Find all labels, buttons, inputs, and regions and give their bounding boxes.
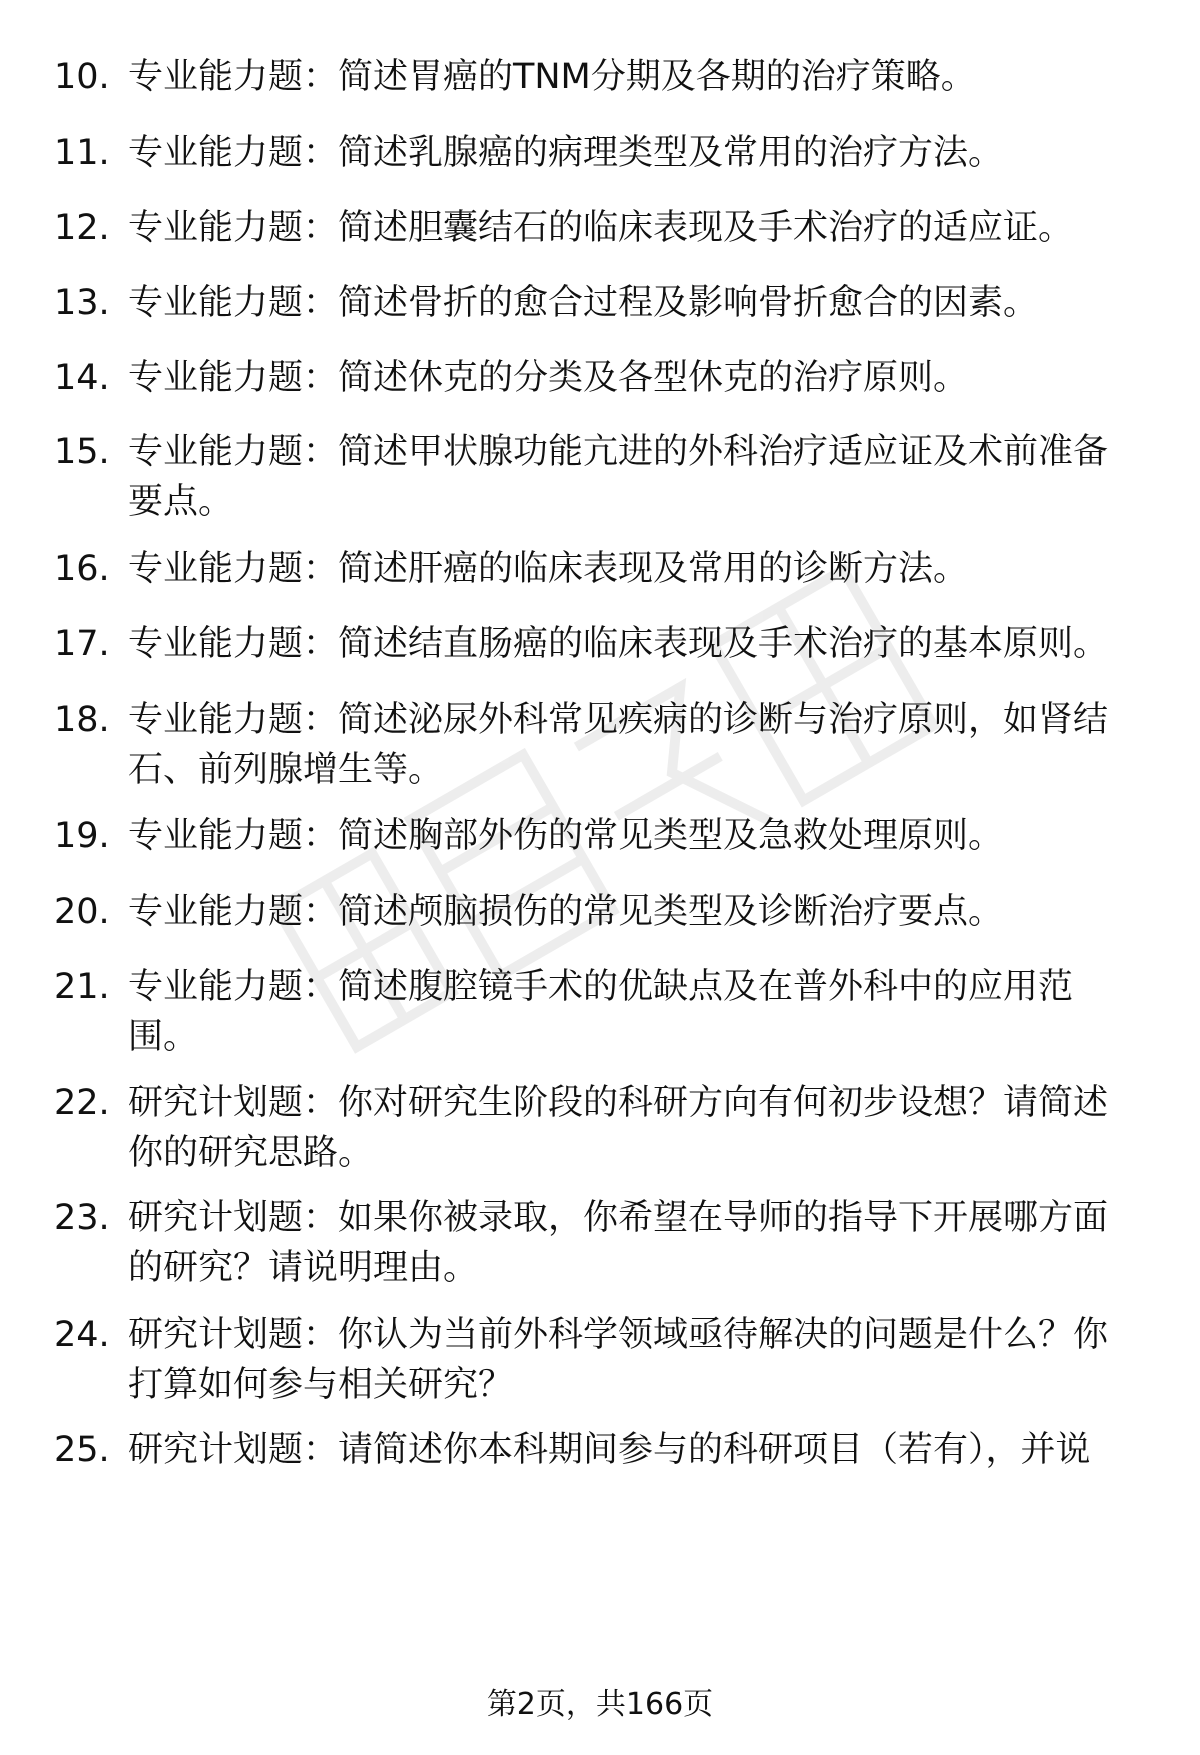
question-text: 专业能力题：简述颅脑损伤的常见类型及诊断治疗要点。 bbox=[128, 892, 1004, 932]
question-text-continued: 你的研究思路。 bbox=[128, 1133, 374, 1173]
question-text: 研究计划题：你认为当前外科学领域亟待解决的问题是什么？你 bbox=[128, 1315, 1109, 1355]
question-number: 16. bbox=[54, 549, 110, 589]
question-text: 专业能力题：简述胆囊结石的临床表现及手术治疗的适应证。 bbox=[128, 208, 1074, 248]
question-number: 12. bbox=[54, 208, 110, 248]
question-text-continued: 的研究？请说明理由。 bbox=[128, 1248, 479, 1288]
question-number: 10. bbox=[54, 57, 110, 97]
question-number: 19. bbox=[54, 816, 110, 856]
question-text: 专业能力题：简述乳腺癌的病理类型及常用的治疗方法。 bbox=[128, 133, 1004, 173]
question-number: 15. bbox=[54, 432, 110, 472]
question-number: 11. bbox=[54, 133, 110, 173]
question-text: 专业能力题：简述骨折的愈合过程及影响骨折愈合的因素。 bbox=[128, 283, 1039, 323]
question-text: 研究计划题：如果你被录取，你希望在导师的指导下开展哪方面 bbox=[128, 1198, 1109, 1238]
question-text: 专业能力题：简述胸部外伤的常见类型及急救处理原则。 bbox=[128, 816, 1004, 856]
question-text: 专业能力题：简述肝癌的临床表现及常用的诊断方法。 bbox=[128, 549, 969, 589]
question-number: 21. bbox=[54, 967, 110, 1007]
question-text-continued: 要点。 bbox=[128, 482, 234, 522]
question-number: 24. bbox=[54, 1315, 110, 1355]
question-number: 22. bbox=[54, 1083, 110, 1123]
question-number: 14. bbox=[54, 358, 110, 398]
question-text: 研究计划题：请简述你本科期间参与的科研项目（若有），并说 bbox=[128, 1430, 1091, 1470]
question-text-continued: 石、前列腺增生等。 bbox=[128, 750, 444, 790]
question-number: 20. bbox=[54, 892, 110, 932]
question-text: 专业能力题：简述甲状腺功能亢进的外科治疗适应证及术前准备 bbox=[128, 432, 1109, 472]
question-text-continued: 围。 bbox=[128, 1017, 199, 1057]
question-text: 专业能力题：简述结直肠癌的临床表现及手术治疗的基本原则。 bbox=[128, 624, 1109, 664]
page-number-footer: 第2页，共166页 bbox=[486, 1687, 714, 1722]
question-text: 专业能力题：简述腹腔镜手术的优缺点及在普外科中的应用范 bbox=[128, 967, 1074, 1007]
question-text: 专业能力题：简述胃癌的TNM分期及各期的治疗策略。 bbox=[128, 57, 976, 97]
question-text: 研究计划题：你对研究生阶段的科研方向有何初步设想？请简述 bbox=[128, 1083, 1109, 1123]
question-text-continued: 打算如何参与相关研究？ bbox=[128, 1365, 514, 1405]
question-text: 专业能力题：简述休克的分类及各型休克的治疗原则。 bbox=[128, 358, 969, 398]
question-number: 17. bbox=[54, 624, 110, 664]
question-number: 13. bbox=[54, 283, 110, 323]
question-number: 25. bbox=[54, 1430, 110, 1470]
question-number: 23. bbox=[54, 1198, 110, 1238]
question-text: 专业能力题：简述泌尿外科常见疾病的诊断与治疗原则，如肾结 bbox=[128, 700, 1109, 740]
question-number: 18. bbox=[54, 700, 110, 740]
